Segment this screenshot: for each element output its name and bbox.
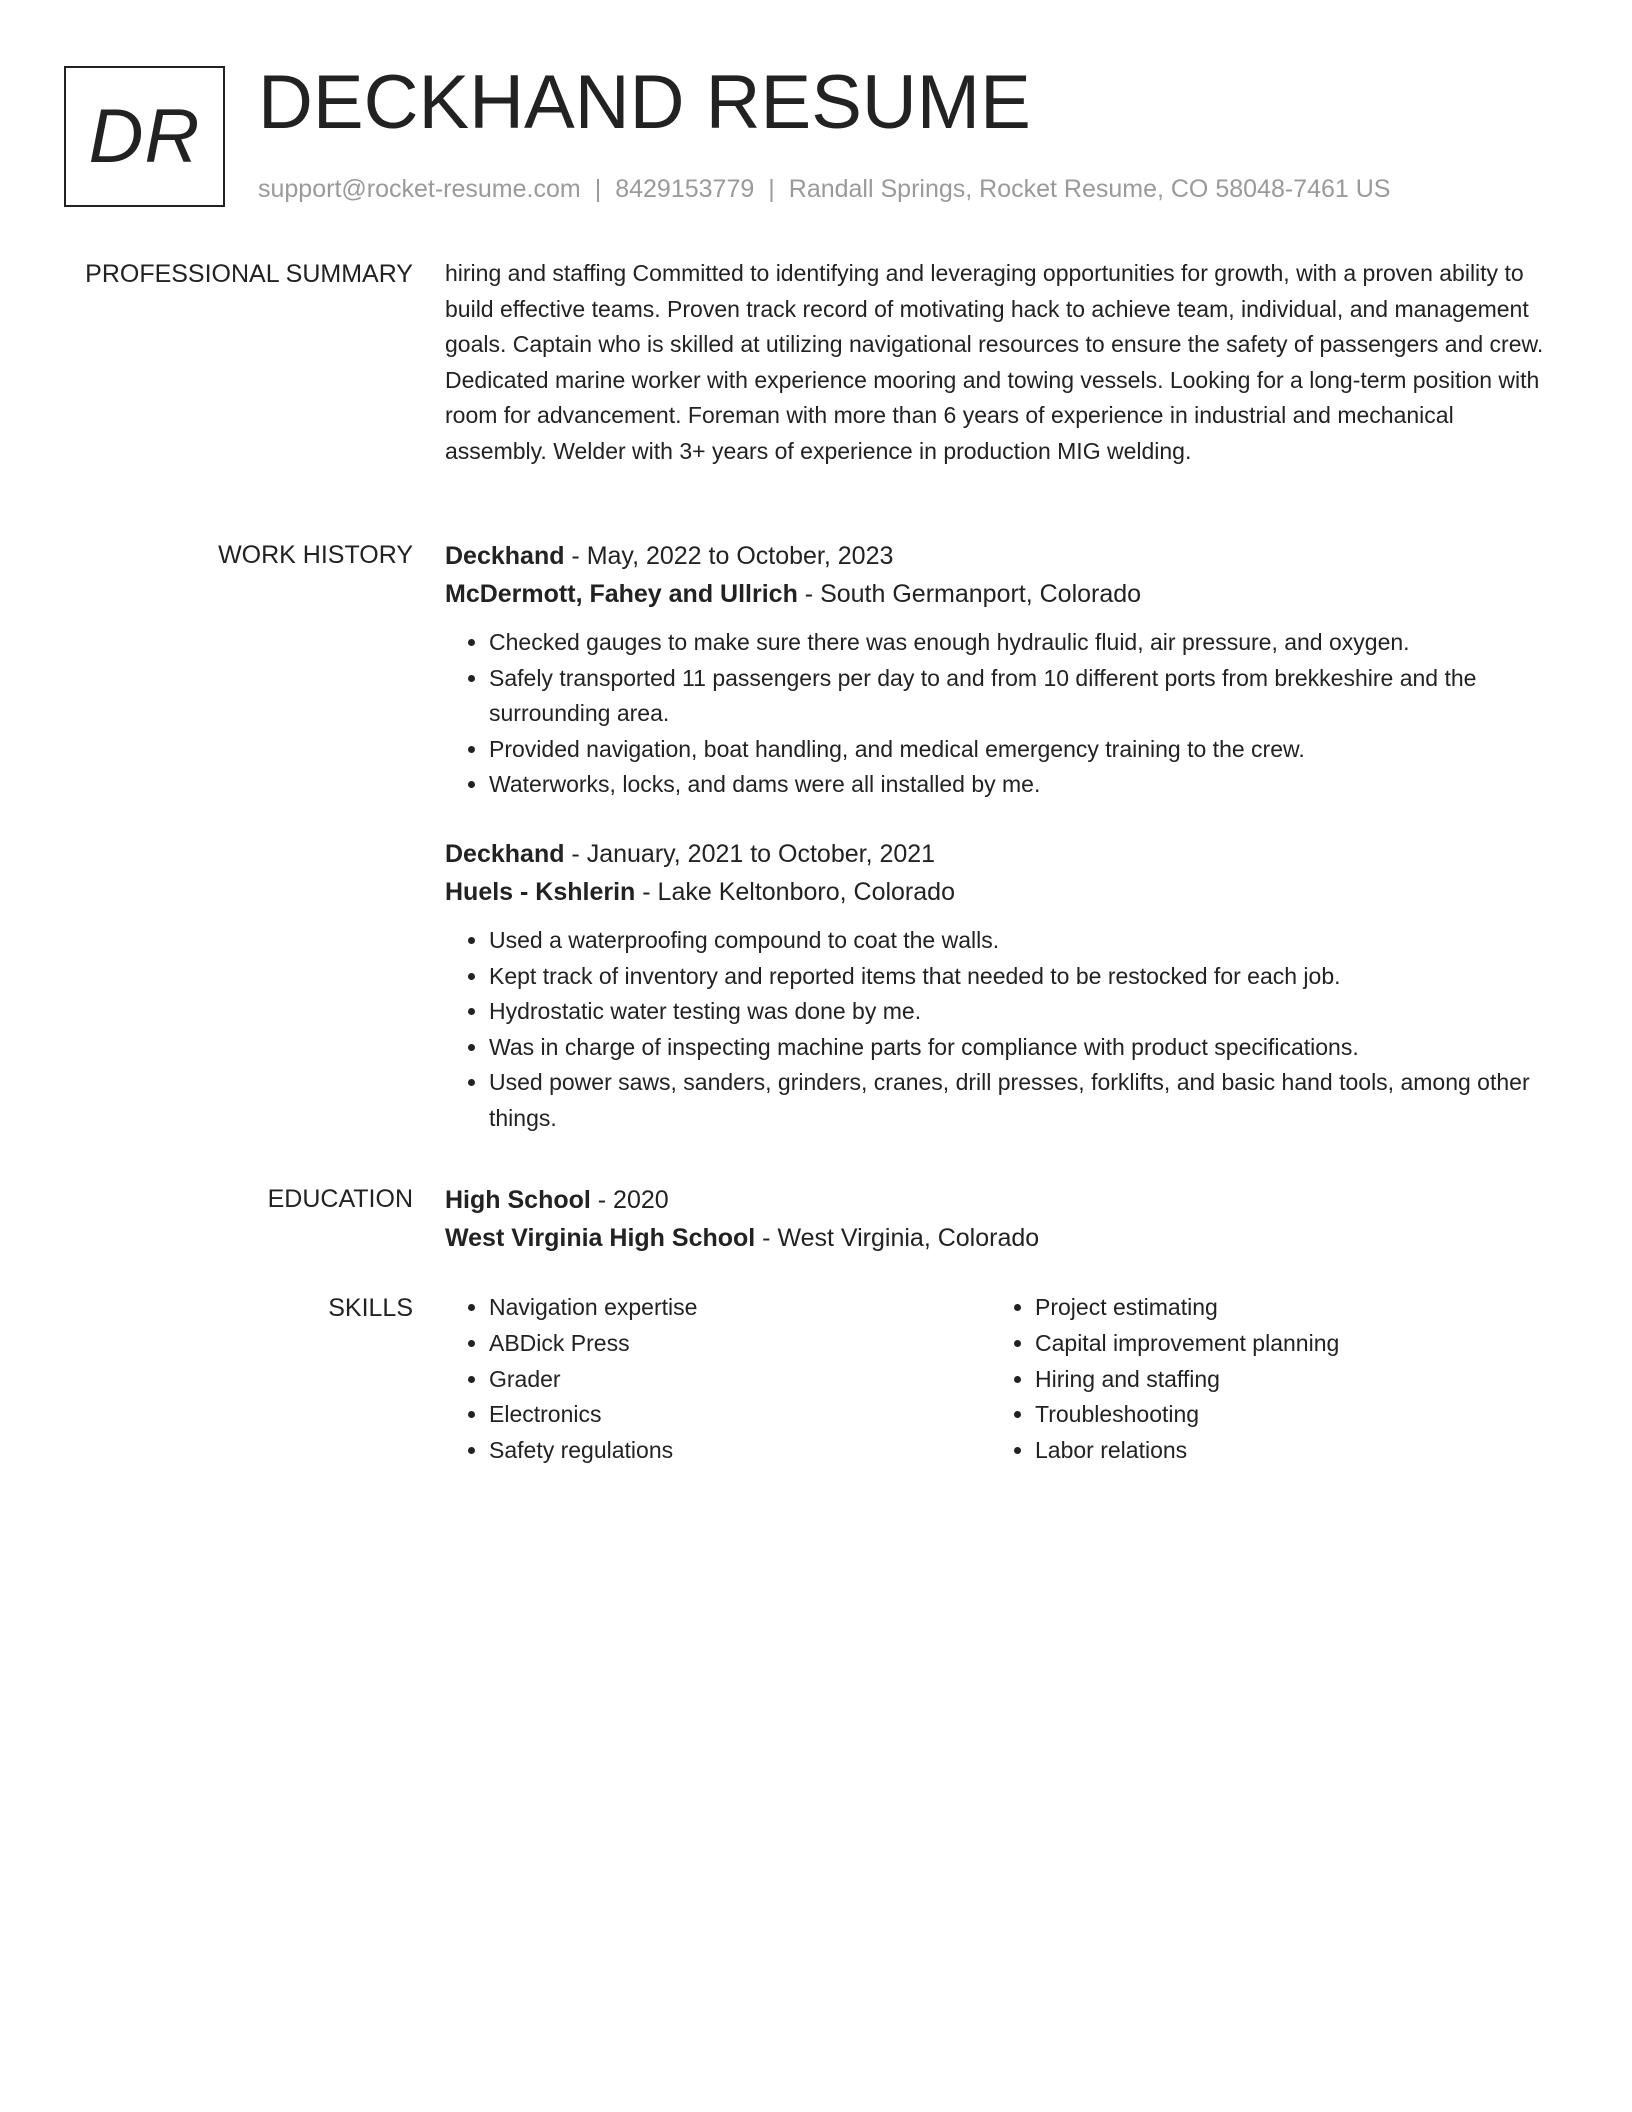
job-dates: - May, 2022 to October, 2023 [564,542,894,570]
contact-address: Randall Springs, Rocket Resume, CO 58048-7461 US [788,175,1391,203]
skill-item: • Labor relations [1035,1433,1537,1469]
contact-line [258,174,1390,204]
job-bullet: • Kept track of inventory and reported items that needed to be restocked for each job. [489,959,1560,995]
job-entry [445,537,1560,803]
job-company-line [445,575,1560,613]
skill-item: • Hiring and staffing [1035,1362,1537,1398]
education-body [445,1181,1560,1257]
education-school: West Virginia High School [445,1224,756,1252]
job-bullet: • Checked gauges to make sure there was enough hydraulic fluid, air pressure, and oxygen. [489,625,1560,661]
skills-list-right [991,1290,1537,1469]
contact-email: support@rocket-resume.com [258,175,581,203]
job-location: - South Germanport, Colorado [797,580,1142,608]
resume-title: DECKHAND RESUME [258,60,1031,145]
section-label-skills: SKILLS [328,1294,413,1322]
job-location: - Lake Keltonboro, Colorado [635,877,955,906]
skill-item: • Project estimating [1035,1290,1537,1326]
job-bullet: • Used power saws, sanders, grinders, cranes, drill presses, forklifts, and basic hand tools, among other things. [489,1065,1560,1136]
job-title-line [445,835,1560,873]
skill-item: • ABDick Press [489,1326,991,1362]
section-label-education: EDUCATION [267,1185,413,1213]
job-dates: - January, 2021 to October, 2021 [564,839,936,868]
skill-item: • Capital improvement planning [1035,1326,1537,1362]
skills-list-left [445,1290,991,1469]
job-bullet-list [445,923,1560,1137]
education-year: - 2020 [590,1186,669,1214]
job-title: Deckhand [445,542,565,570]
summary-body [445,256,1560,470]
skill-item: • Electronics [489,1397,991,1433]
job-title: Deckhand [445,839,565,868]
job-title-line [445,537,1560,575]
job-bullet: • Safely transported 11 passengers per day to and from 10 different ports from brekkeshire and the surrounding area. [489,661,1560,732]
job-company: McDermott, Fahey and Ullrich [445,580,798,608]
summary-text: hiring and staffing Committed to identifying and leveraging opportunities for growth, with a proven ability to build effective teams. Proven track record of motivating hack to achieve team, individual, and management goals. Captain who is skilled at utilizing navigational resources to ensure the safety of passengers and crew. Dedicated marine worker with experience mooring and towing vessels. Looking for a long-term position with room for advancement. Foreman with more than 6 years of experience in industrial and mechanical assembly. Welder with 3+ years of experience in production MIG welding. [445,260,1544,464]
skill-item: • Safety regulations [489,1433,991,1469]
work-history-body [445,537,1560,1137]
education-degree: High School [445,1186,591,1214]
job-company-line [445,873,1560,911]
job-entry [445,835,1560,1137]
section-label-work-history: WORK HISTORY [218,541,413,569]
education-degree-line [445,1181,1560,1219]
job-bullet: • Was in charge of inspecting machine parts for compliance with product specifications. [489,1030,1560,1066]
job-bullet: • Hydrostatic water testing was done by me. [489,994,1560,1030]
skill-item: • Troubleshooting [1035,1397,1537,1433]
education-school-line [445,1219,1560,1257]
skill-item: • Grader [489,1362,991,1398]
contact-separator: | [768,175,775,203]
job-bullet-list [445,625,1560,803]
section-label-summary: PROFESSIONAL SUMMARY [85,260,413,288]
skills-body [445,1290,1560,1469]
monogram-badge: DR [64,66,225,207]
contact-phone: 8429153779 [615,175,755,203]
contact-separator: | [594,175,602,203]
job-bullet: • Provided navigation, boat handling, and medical emergency training to the crew. [489,732,1560,768]
job-bullet: • Waterworks, locks, and dams were all installed by me. [489,767,1560,803]
job-company: Huels - Kshlerin [445,877,636,906]
job-bullet: • Used a waterproofing compound to coat the walls. [489,923,1560,959]
education-location: - West Virginia, Colorado [755,1224,1040,1252]
skill-item: • Navigation expertise [489,1290,991,1326]
